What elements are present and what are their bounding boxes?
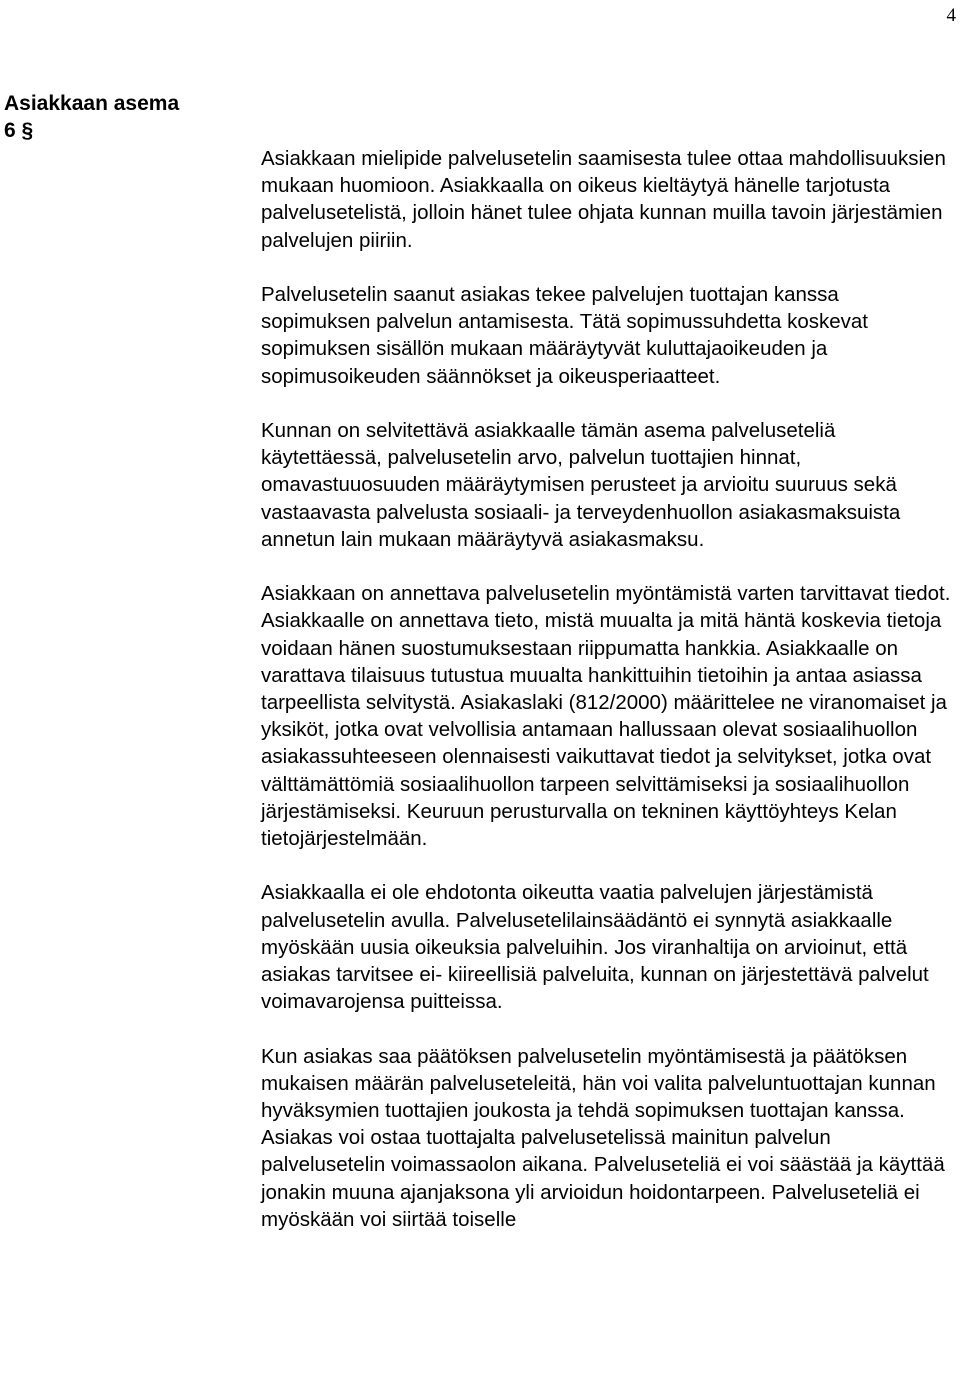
paragraph-no-absolute-right: Asiakkaalla ei ole ehdotonta oikeutta vaatia palvelujen järjestämistä palvelusetelin avulla. Palvelusetelilainsäädäntö ei synnytä asiakkaalle myöskään uusia oikeuksia palveluihin. Jos viranhaltija on arvioinut, että asiakas tarvitsee ei- kiireellisiä palveluita, kunnan on järjestettävä palvelut voimavarojensa puitteissa.: [261, 881, 929, 1014]
paragraph-information: Asiakkaan on annettava palvelusetelin myöntämistä varten tarvittavat tiedot. Asiakkaalle on annettava tieto, mistä muualta ja mitä häntä koskevia tietoja voidaan hänen suostumuksestaan riippumatta hankkia. Asiakkaalle on varattava tilaisuus tutustua muualta hankittuihin tietoihin ja antaa asiassa tarpeellista selvitystä. Asiakaslaki (812/2000) määrittelee ne viranomaiset ja yksiköt, jotka ovat velvollisia antamaan hallussaan olevat sosiaalihuollon asiakassuhteeseen olennaisesti vaikuttavat tiedot ja selvitykset, jotka ovat välttämättömiä sosiaalihuollon tarpeen selvittämiseksi ja sosiaalihuollon järjestämiseksi. Keuruun perusturvalla on tekninen käyttöyhteys Kelan tietojärjestelmään.: [261, 582, 951, 851]
section-title: Asiakkaan asema: [4, 92, 180, 115]
paragraph-label: 6 §: [4, 119, 34, 142]
page-number: 4: [946, 5, 956, 26]
paragraph-decision: Kun asiakas saa päätöksen palvelusetelin myöntämisestä ja päätöksen mukaisen määrän palveluseteleitä, hän voi valita palveluntuottajan kunnan hyväksymien tuottajien joukosta ja tehdä sopimuksen tuottajan kanssa. Asiakas voi ostaa tuottajalta palvelusetelissä mainitun palvelun palvelusetelin voimassaolon aikana. Palveluseteliä ei voi säästää ja käyttää jonakin muuna ajanjaksona yli arvioidun hoidontarpeen. Palveluseteliä ei myöskään voi siirtää toiselle: [261, 1044, 945, 1231]
body-text: [261, 145, 951, 1233]
paragraph-municipality-duty: Kunnan on selvitettävä asiakkaalle tämän asema palveluseteliä käytettäessä, palvelusetelin arvo, palvelun tuottajien hinnat, omavastuuosuuden määräytymisen perusteet ja arvioitu suuruus sekä vastaavasta palvelusta sosiaali- ja terveydenhuollon asiakasmaksuista annetun lain mukaan määräytyvä asiakasmaksu.: [261, 419, 901, 551]
paragraph-client-opinion: Asiakkaan mielipide palvelusetelin saamisesta tulee ottaa mahdollisuuksien mukaan huomioon. Asiakkaalla on oikeus kieltäytyä hänelle tarjotusta palvelusetelistä, jolloin hänet tulee ohjata kunnan muilla tavoin järjestämien palvelujen piiriin.: [261, 147, 946, 252]
section-heading: [4, 90, 179, 144]
paragraph-contract: Palvelusetelin saanut asiakas tekee palvelujen tuottajan kanssa sopimuksen palvelun antamisesta. Tätä sopimussuhdetta koskevat sopimuksen sisällön mukaan määräytyvät kuluttajaoikeuden ja sopimusoikeuden säännökset ja oikeusperiaatteet.: [261, 283, 868, 388]
